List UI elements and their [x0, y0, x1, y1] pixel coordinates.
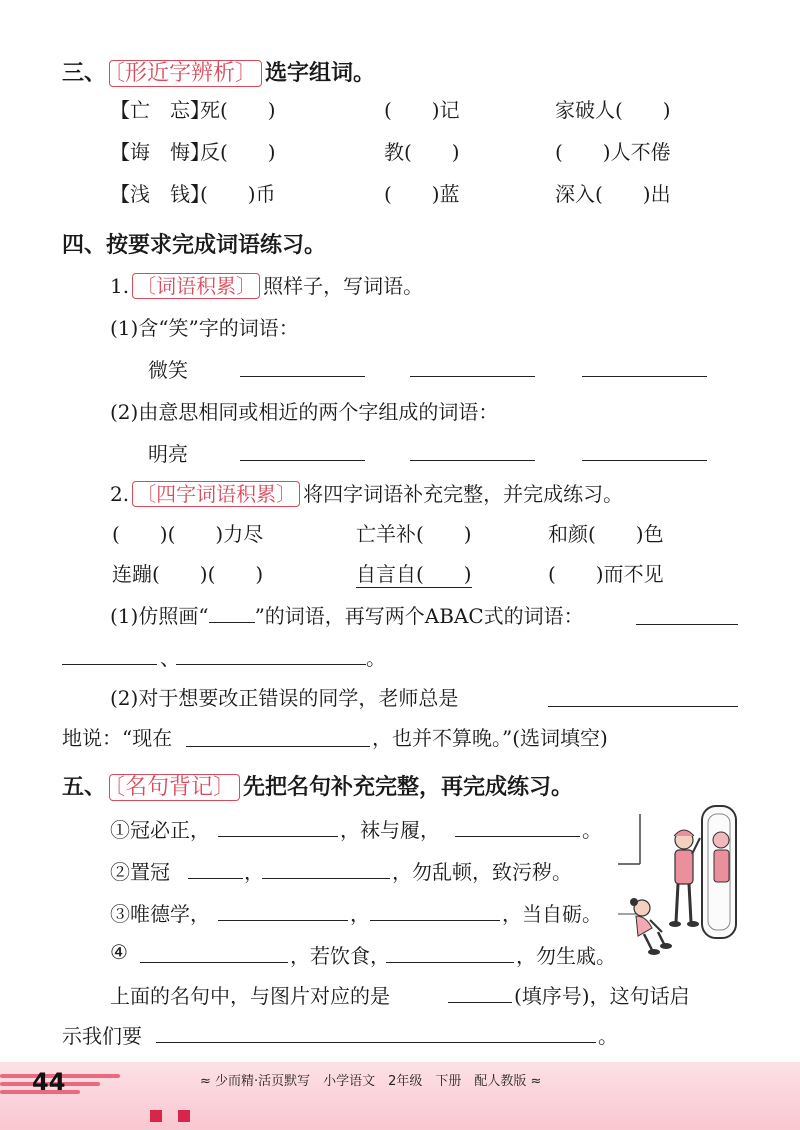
section-number: 三、	[62, 61, 107, 86]
answer-blank[interactable]	[140, 962, 288, 963]
question-tag: 〔词语积累〕	[132, 273, 260, 299]
s4-q1a-label: (1)含“笑”字的词语：	[110, 316, 299, 340]
quote-4-b: ，若饮食，	[290, 944, 390, 968]
answer-blank[interactable]	[218, 920, 348, 921]
s3-row-3-chars: 【浅 钱】	[110, 182, 210, 206]
s4-q2	[110, 478, 623, 507]
answer-blank[interactable]	[410, 376, 535, 377]
question-tag: 〔四字词语积累〕	[132, 481, 300, 507]
s3-row-3-item-3: 深入( )出	[555, 182, 671, 206]
answer-blank[interactable]	[636, 624, 738, 625]
quote-2-a: ②置冠	[110, 860, 170, 884]
footer-marker	[150, 1110, 162, 1122]
s4-q1	[110, 270, 423, 299]
s3-row-1-item-3: 家破人( )	[555, 98, 671, 122]
section-5-heading	[62, 770, 573, 801]
s4-q2b-line1: (2)对于想要改正错误的同学，老师总是	[110, 686, 459, 710]
question-text: 照样子，写词语。	[263, 274, 424, 298]
answer-blank[interactable]	[548, 706, 738, 707]
answer-blank[interactable]	[370, 920, 500, 921]
s3-row-1-chars: 【亡 忘】	[110, 98, 210, 122]
final-q-line2b: 。	[598, 1024, 618, 1048]
section-number: 五、	[62, 775, 107, 800]
quote-1-b: ，袜与履，	[340, 818, 440, 842]
quote-1-a: ①冠必正，	[110, 818, 210, 842]
q2a-text-2: ”的词语，再写两个ABAC式的词语：	[254, 604, 584, 628]
underline-sample	[209, 621, 255, 623]
footer-text: ≈ 少而精·活页默写 小学语文 2年级 下册 配人教版 ≈	[200, 1074, 542, 1089]
answer-blank[interactable]	[386, 962, 514, 963]
final-q-line2a: 示我们要	[62, 1024, 142, 1048]
answer-blank[interactable]	[156, 1042, 596, 1043]
q2a-text-1: (1)仿照画“	[110, 604, 209, 628]
section-number: 四、	[62, 233, 107, 258]
s3-row-1-item-2: ( )记	[384, 98, 460, 122]
answer-blank[interactable]	[582, 460, 707, 461]
quote-1-c: 。	[582, 818, 602, 842]
section-4-heading	[62, 228, 326, 259]
section-title: 先把名句补充完整，再完成练习。	[243, 775, 574, 800]
quote-3-a: ③唯德学，	[110, 902, 210, 926]
answer-blank[interactable]	[188, 878, 243, 879]
s4-q2b-line2a: 地说：“现在	[62, 726, 173, 750]
s3-row-2-item-2: 教( )	[384, 140, 460, 164]
separator: 、	[160, 646, 180, 670]
period: 。	[366, 646, 386, 670]
idiom-1: ( )( )力尽	[112, 522, 264, 546]
answer-blank[interactable]	[455, 836, 580, 837]
quote-2-c: ，勿乱顿，致污秽。	[392, 860, 572, 884]
answer-blank[interactable]	[186, 746, 370, 747]
quote-4-a: ④	[110, 940, 128, 964]
s3-row-3-item-2: ( )蓝	[384, 182, 460, 206]
idiom-5-underlined: 自言自( )	[356, 558, 472, 588]
idiom-4: 连蹦( )( )	[112, 562, 264, 586]
quote-2-b: ，	[244, 860, 264, 884]
final-q-line1a: 上面的名句中，与图片对应的是	[110, 984, 390, 1008]
answer-blank[interactable]	[240, 376, 365, 377]
question-text: 将四字词语补充完整，并完成练习。	[303, 482, 624, 506]
section-title: 按要求完成词语练习。	[106, 233, 327, 258]
answer-blank[interactable]	[262, 878, 390, 879]
idiom-6: ( )而不见	[548, 562, 664, 586]
s3-row-2-chars: 【诲 悔】	[110, 140, 210, 164]
answer-blank[interactable]	[240, 460, 365, 461]
s4-q2a	[110, 600, 584, 629]
question-number: 1.	[110, 274, 130, 298]
s3-row-3-item-1: ( )币	[200, 182, 276, 206]
final-q-line1b: (填序号)，这句话启	[514, 984, 690, 1008]
section-tag: 〔形近字辨析〕	[109, 60, 262, 87]
section-title: 选字组词。	[265, 61, 376, 86]
section-tag: 〔名句背记〕	[109, 774, 240, 801]
quote-3-b: ，	[350, 902, 370, 926]
footer-marker	[178, 1110, 190, 1122]
illustration-mirror	[618, 804, 740, 964]
idiom-2: 亡羊补( )	[356, 522, 472, 546]
s4-q1a-example: 微笑	[148, 358, 188, 382]
quote-3-c: ，当自砺。	[502, 902, 602, 926]
answer-blank[interactable]	[62, 664, 157, 665]
idiom-3: 和颜( )色	[548, 522, 664, 546]
s3-row-1-item-1: 死( )	[200, 98, 276, 122]
answer-blank[interactable]	[410, 460, 535, 461]
answer-blank[interactable]	[448, 1002, 512, 1003]
answer-blank[interactable]	[582, 376, 707, 377]
quote-4-c: ，勿生戚。	[516, 944, 616, 968]
s4-q1b-label: (2)由意思相同或相近的两个字组成的词语：	[110, 400, 499, 424]
page-number: 44	[32, 1068, 66, 1096]
s3-row-2-item-1: 反( )	[200, 140, 276, 164]
answer-blank[interactable]	[176, 664, 366, 665]
answer-blank[interactable]	[218, 836, 338, 837]
section-3-heading	[62, 56, 375, 87]
s4-q1b-example: 明亮	[148, 442, 188, 466]
question-number: 2.	[110, 482, 130, 506]
s4-q2b-line2b: ，也并不算晚。”(选词填空)	[372, 726, 608, 750]
s3-row-2-item-3: ( )人不倦	[555, 140, 671, 164]
